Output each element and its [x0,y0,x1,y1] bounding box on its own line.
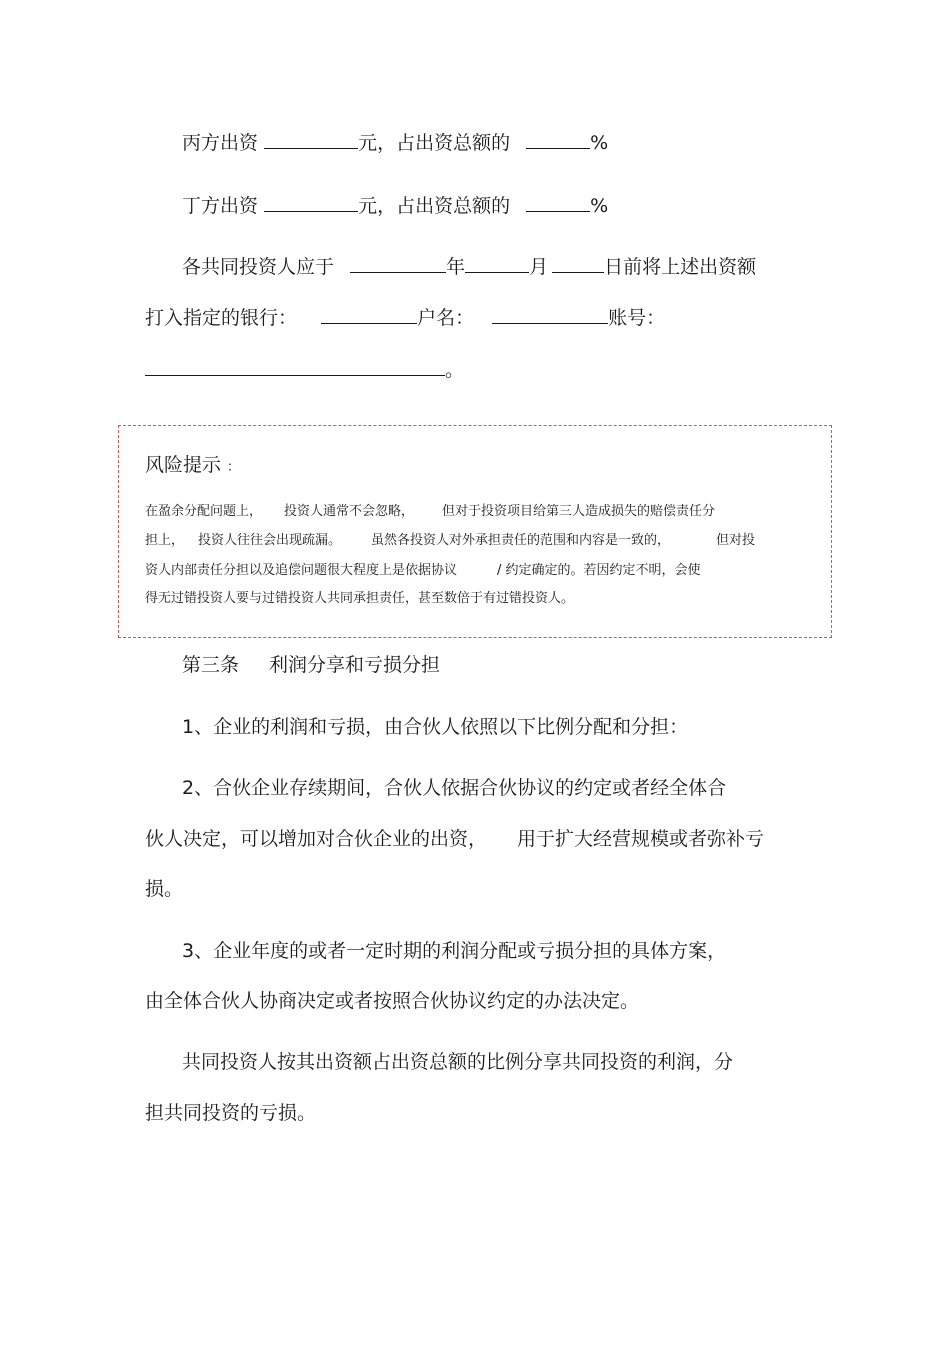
article3-item-2-line-1: 2、合伙企业存续期间，合伙人依据合伙协议的约定或者经全体合 [182,777,727,799]
risk-text: 担上， [145,533,185,548]
article3-heading [182,652,440,678]
day-label: 日前将上述出资额 [604,256,757,278]
article3-item-1: 1、企业的利润和亏损，由合伙人依照以下比例分配和分担： [182,716,689,738]
bing-amount-blank[interactable] [264,129,358,149]
bing-suffix: % [590,132,609,154]
risk-title-text: 风险提示 [145,454,222,476]
bank-line [145,304,665,331]
ding-suffix: % [590,195,609,217]
risk-text: / 约定确定的。若因约定不明，会使 [497,563,701,578]
risk-text: 得无过错投资人要与过错投资人共同承担责任，甚至数倍于有过错投资人。 [145,591,575,606]
risk-line-1 [145,503,715,521]
deadline-prefix: 各共同投资人应于 [182,256,335,278]
risk-line-2 [145,532,755,550]
article3-number: 第三条 [182,654,240,676]
ding-percent-blank[interactable] [526,192,590,212]
article3-item-2-line-3: 损。 [145,878,184,900]
month-label: 月 [529,256,549,278]
article3-item-2-line-2 [145,826,764,852]
month-blank[interactable] [465,253,529,273]
day-blank[interactable] [552,253,604,273]
risk-line-4 [145,590,574,608]
risk-text: 资人内部责任分担以及追偿问题很大程度上是依据协议 [145,563,458,578]
risk-text: 投资人往往会出现疏漏。 [198,533,342,548]
ding-amount-blank[interactable] [264,192,358,212]
item2-text-a: 伙人决定，可以增加对合伙企业的出资， [145,828,488,850]
ding-contribution-line [182,192,608,219]
risk-text: 但对于投资项目给第三人造成损失的赔偿责任分 [442,504,716,519]
account-no-end: 。 [445,359,465,381]
risk-text: 在盈余分配问题上， [145,504,263,519]
risk-title [145,452,240,481]
bank-blank[interactable] [321,304,417,324]
risk-title-colon: ： [227,460,241,475]
risk-text: 投资人通常不会忽略， [284,504,415,519]
account-no-blank[interactable] [145,356,445,376]
bing-prefix: 丙方出资 [182,132,259,154]
account-no-label: 账号： [608,307,666,329]
risk-notice-box [118,425,832,638]
risk-text: 但对投 [716,533,756,548]
account-no-line [145,356,464,383]
deadline-line [182,253,756,280]
article3-title: 利润分享和亏损分担 [269,654,441,676]
bank-label: 打入指定的银行： [145,307,298,329]
profit-share-line-1: 共同投资人按其出资额占出资总额的比例分享共同投资的利润，分 [182,1051,734,1073]
bing-percent-blank[interactable] [526,129,590,149]
account-name-blank[interactable] [492,304,608,324]
article3-item-3-line-2: 由全体合伙人协商决定或者按照合伙协议约定的办法决定。 [145,990,640,1012]
profit-share-line-2: 担共同投资的亏损。 [145,1102,317,1124]
year-label: 年 [446,256,466,278]
bing-contribution-line [182,129,608,156]
item2-text-b: 用于扩大经营规模或者弥补亏 [517,828,765,850]
account-name-label: 户名： [417,307,475,329]
ding-prefix: 丁方出资 [182,195,259,217]
risk-text: 虽然各投资人对外承担责任的范围和内容是一致的， [371,533,671,548]
bing-mid: 元，占出资总额的 [358,132,511,154]
ding-mid: 元，占出资总额的 [358,195,511,217]
year-blank[interactable] [350,253,446,273]
article3-item-3-line-1: 3、企业年度的或者一定时期的利润分配或亏损分担的具体方案， [182,940,727,962]
risk-line-3 [145,562,701,580]
